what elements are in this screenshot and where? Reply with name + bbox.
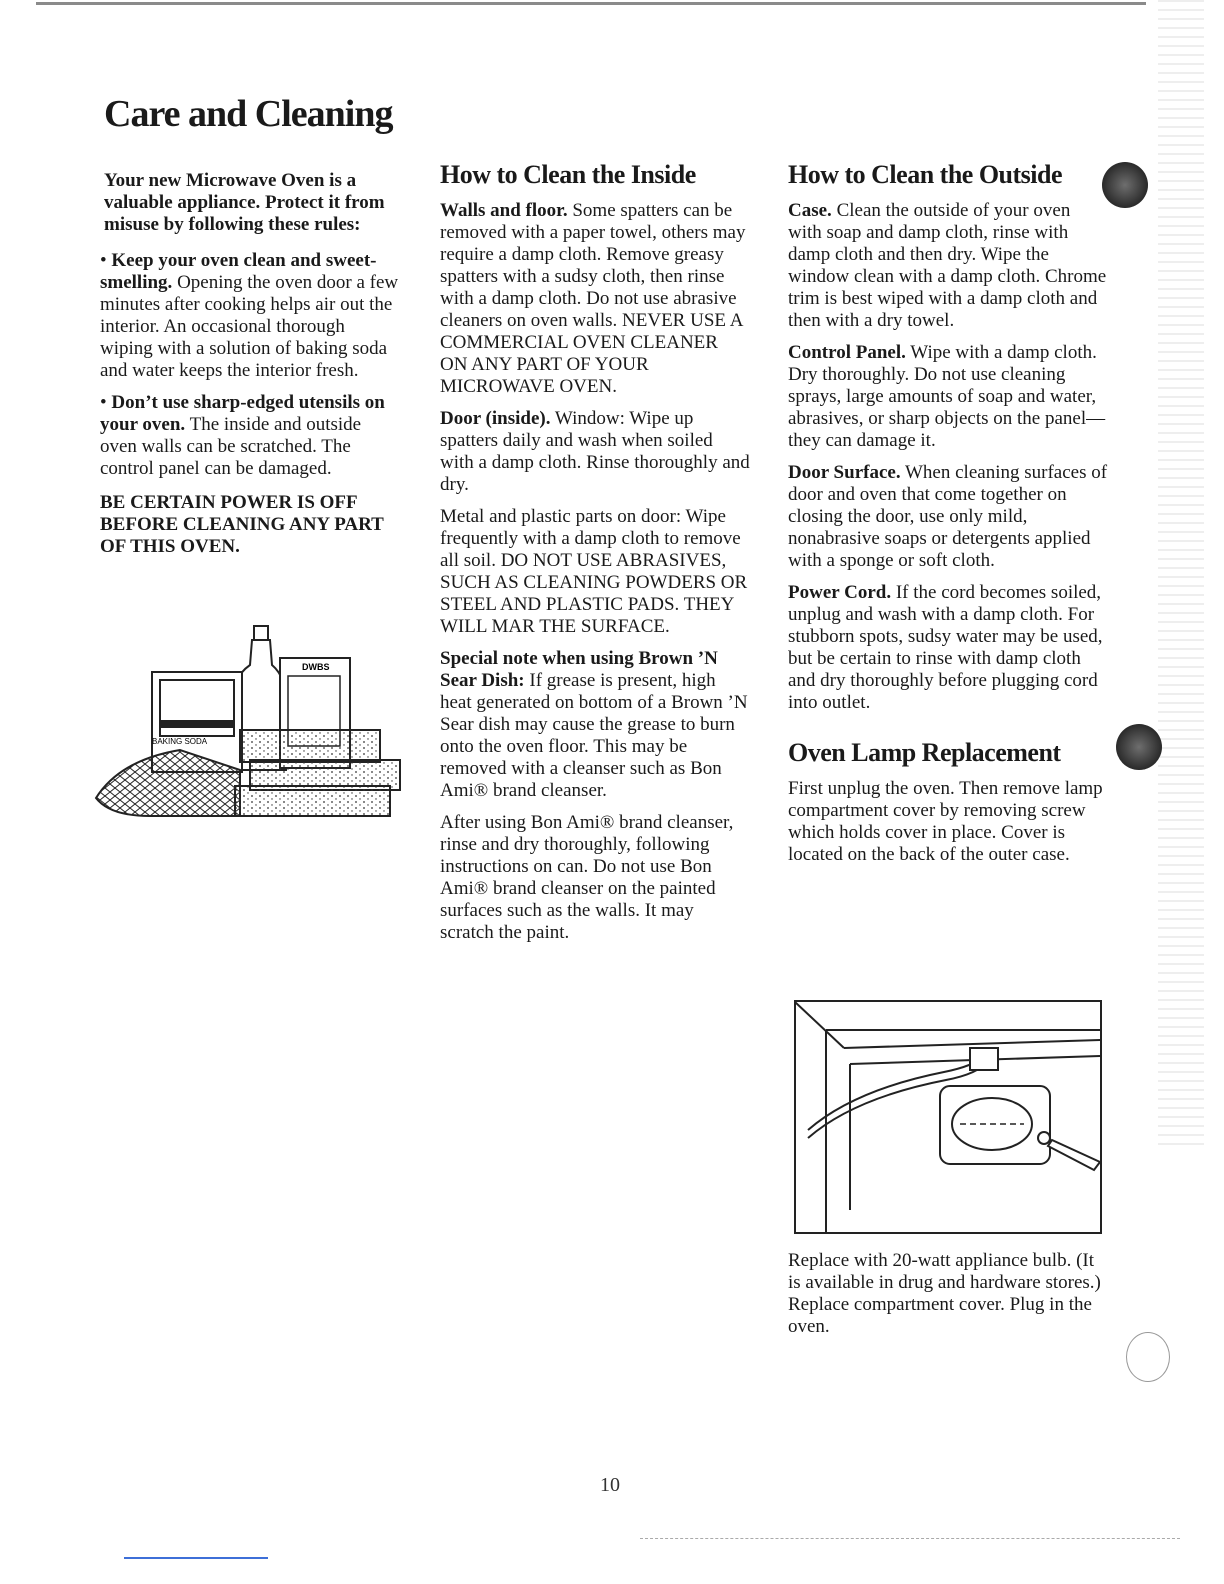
special-note-paragraph xyxy=(440,648,750,802)
lamp-text-remove: First unplug the oven. Then remove lamp compartment cover by removing screw which holds cover in place. Cover is located on the back of the outer case. xyxy=(788,778,1103,865)
power-cord-lead: Power Cord. xyxy=(788,582,892,603)
walls-paragraph xyxy=(440,200,750,398)
control-panel-body: Wipe with a damp cloth. Dry thoroughly. Do not use cleaning sprays, large amounts of soap and water, abrasives, or sharp objects on the panel—they can damage it. xyxy=(788,342,1106,451)
walls-body: Some spatters can be removed with a paper towel, others may require a damp cloth. Remove greasy spatters with a sudsy cloth, then rinse with a damp cloth. Do not use abrasive cleaners on oven walls. NEVER USE A COMMERCIAL OVEN CLEANER ON ANY PART OF YOUR MICROWAVE OVEN. xyxy=(440,200,746,397)
metal-parts-paragraph: Metal and plastic parts on door: Wipe frequently with a damp cloth to remove all soil. DO NOT USE ABRASIVES, SUCH AS CLEANING POWDERS OR STEEL AND PLASTIC PADS. THEY WILL MAR THE SURFACE. xyxy=(440,506,748,637)
rule-clean: • Keep your oven clean and sweet-smelling. Opening the oven door a few minutes after cooking helps air out the interior. An occasional thorough wiping with a solution of baking soda and water keeps the interior fresh. xyxy=(100,250,399,381)
power-cord-paragraph xyxy=(788,582,1108,714)
page-title: Care and Cleaning xyxy=(104,93,393,135)
sponge-bottom xyxy=(235,786,390,816)
binder-hole-dot xyxy=(1102,162,1148,208)
clean-outside-column xyxy=(788,160,1108,876)
door-inside-lead: Door (inside). xyxy=(440,408,551,429)
bon-ami-paragraph: After using Bon Ami® brand cleanser, rinse and dry thoroughly, following instructions on can. Do not use Bon Ami® brand cleanser on the painted surfaces such as the walls. It may scratch the paint. xyxy=(440,812,734,943)
lamp-text-replace: Replace with 20-watt appliance bulb. (It is available in drug and hardware stores.) Replace compartment cover. Plug in the oven. xyxy=(788,1250,1101,1337)
control-panel-paragraph xyxy=(788,342,1108,452)
rule-clean-head: Keep your oven clean and sweet-smelling. xyxy=(100,250,377,293)
scan-edge-strip xyxy=(1158,0,1204,1150)
special-note-body: If grease is present, high heat generated on bottom of a Brown ’N Sear dish may cause the grease to burn onto the oven floor. This may be removed with a cleanser such as Bon Ami® brand cleanser. xyxy=(440,670,748,801)
clean-inside-heading: How to Clean the Inside xyxy=(440,160,696,189)
cover-screw xyxy=(1038,1132,1050,1144)
rule-utensils-head: Don’t use sharp-edged utensils on your oven. xyxy=(100,392,385,435)
blue-scan-mark xyxy=(124,1557,268,1559)
bottle-cap xyxy=(254,626,268,640)
sponge-top xyxy=(240,730,380,762)
door-inside-body: Window: Wipe up spatters daily and wash when soiled with a damp cloth. Rinse thoroughly and dry. xyxy=(440,408,750,495)
special-note-lead: Special note when using Brown ’N Sear Dish: xyxy=(440,648,718,691)
clean-inside-column xyxy=(440,160,750,954)
page-number: 10 xyxy=(600,1474,620,1496)
intro-text: Your new Microwave Oven is a valuable appliance. Protect it from misuse by following these rules: xyxy=(104,170,385,235)
case-paragraph xyxy=(788,200,1108,332)
control-panel-lead: Control Panel. xyxy=(788,342,906,363)
walls-lead: Walls and floor. xyxy=(440,200,568,221)
intro-column xyxy=(100,160,400,568)
rule-utensils-body: The inside and outside oven walls can be scratched. The control panel can be damaged. xyxy=(100,414,362,479)
door-surface-body: When cleaning surfaces of door and oven that come together on closing the door, use only mild, nonabrasive soaps or detergents applied with a sponge or soft cloth. xyxy=(788,462,1108,571)
power-cord-body: If the cord becomes soiled, unplug and wash with a damp cloth. For stubborn spots, sudsy water may be used, but be certain to rinse with damp cloth and dry thoroughly before plugging cord into outlet. xyxy=(788,582,1103,713)
cleaning-supplies-illustration xyxy=(90,620,430,820)
binder-hole-outline xyxy=(1126,1332,1170,1382)
clean-outside-heading: How to Clean the Outside xyxy=(788,160,1062,189)
binder-hole-dot xyxy=(1116,724,1162,770)
lamp-heading: Oven Lamp Replacement xyxy=(788,738,1061,767)
lamp-compartment-illustration xyxy=(794,1000,1104,1238)
door-surface-lead: Door Surface. xyxy=(788,462,901,483)
baking-soda-label: BAKING SODA xyxy=(152,737,208,746)
door-surface-paragraph xyxy=(788,462,1108,572)
case-lead: Case. xyxy=(788,200,832,221)
power-warning: BE CERTAIN POWER IS OFF BEFORE CLEANING ANY PART OF THIS OVEN. xyxy=(100,492,384,557)
bottom-scan-rule xyxy=(640,1538,1180,1539)
door-inside-paragraph xyxy=(440,408,750,496)
case-body: Clean the outside of your oven with soap and damp cloth, rinse with damp cloth and then dry. Wipe the window clean with a damp cloth. Chrome trim is best wiped with a damp cloth and then with a dry towel. xyxy=(788,200,1107,331)
top-scan-line xyxy=(36,2,1146,5)
lamp-replace-block xyxy=(788,1250,1108,1348)
rule-utensils: • Don’t use sharp-edged utensils on your oven. The inside and outside oven walls can be scratched. The control panel can be damaged. xyxy=(100,392,385,479)
cleaner-box-label: DWBS xyxy=(302,662,330,672)
rule-clean-body: Opening the oven door a few minutes after cooking helps air out the interior. An occasional thorough wiping with a solution of baking soda and water keeps the interior fresh. xyxy=(100,272,399,381)
